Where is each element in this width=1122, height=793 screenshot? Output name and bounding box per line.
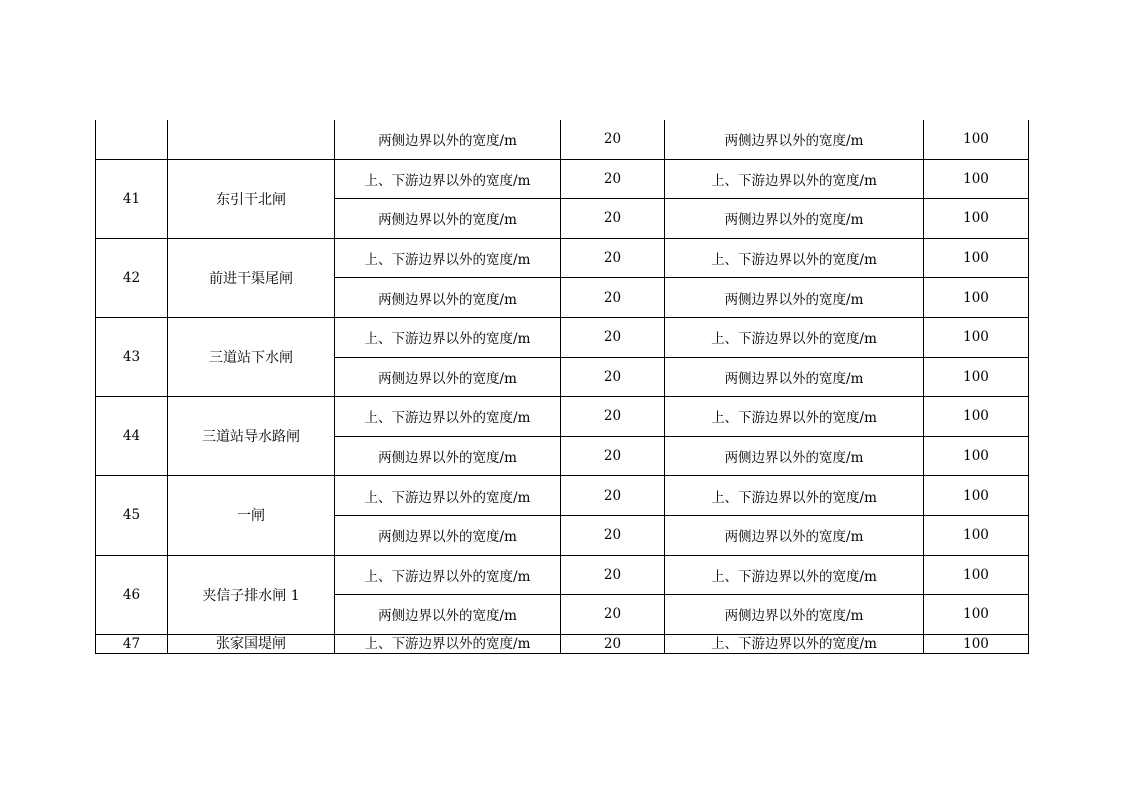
cell-upstream-label: 两侧边界以外的宽度/m [335, 199, 561, 239]
cell-upstream-value: 20 [561, 397, 665, 437]
cell-downstream-value: 100 [924, 555, 1029, 595]
table-row [96, 238, 1029, 278]
cell-sluice-name: 东引干北闸 [168, 159, 335, 238]
cell-upstream-label: 上、下游边界以外的宽度/m [335, 238, 561, 278]
cell-upstream-label: 两侧边界以外的宽度/m [335, 436, 561, 476]
cell-downstream-label: 两侧边界以外的宽度/m [665, 357, 924, 397]
cell-downstream-label: 两侧边界以外的宽度/m [665, 199, 924, 239]
cell-downstream-label: 上、下游边界以外的宽度/m [665, 634, 924, 653]
cell-upstream-value: 20 [561, 555, 665, 595]
table-row-carry-over [96, 120, 1029, 159]
cell-number-empty [96, 120, 168, 159]
cell-downstream-value: 100 [924, 238, 1029, 278]
cell-number: 43 [96, 317, 168, 396]
cell-downstream-value: 100 [924, 436, 1029, 476]
cell-downstream-value: 100 [924, 120, 1029, 159]
cell-upstream-label: 两侧边界以外的宽度/m [335, 357, 561, 397]
cell-downstream-label: 两侧边界以外的宽度/m [665, 515, 924, 555]
cell-number: 42 [96, 238, 168, 317]
cell-downstream-label: 上、下游边界以外的宽度/m [665, 238, 924, 278]
cell-upstream-value: 20 [561, 634, 665, 653]
table-row [96, 397, 1029, 437]
cell-upstream-label: 两侧边界以外的宽度/m [335, 278, 561, 318]
cell-upstream-label: 两侧边界以外的宽度/m [335, 595, 561, 635]
cell-downstream-label: 上、下游边界以外的宽度/m [665, 317, 924, 357]
table-row-last [96, 634, 1029, 653]
cell-upstream-label: 两侧边界以外的宽度/m [335, 515, 561, 555]
cell-upstream-value: 20 [561, 476, 665, 516]
cell-upstream-value: 20 [561, 238, 665, 278]
cell-upstream-label: 上、下游边界以外的宽度/m [335, 159, 561, 199]
cell-downstream-value: 100 [924, 595, 1029, 635]
cell-downstream-value: 100 [924, 278, 1029, 318]
cell-upstream-value: 20 [561, 515, 665, 555]
cell-number: 46 [96, 555, 168, 634]
sluice-protection-table [95, 120, 1029, 654]
cell-name-empty [168, 120, 335, 159]
table-row [96, 476, 1029, 516]
cell-downstream-value: 100 [924, 199, 1029, 239]
cell-upstream-value: 20 [561, 357, 665, 397]
cell-upstream-value: 20 [561, 595, 665, 635]
cell-downstream-value: 100 [924, 634, 1029, 653]
cell-sluice-name: 一闸 [168, 476, 335, 555]
cell-number: 44 [96, 397, 168, 476]
cell-upstream-value: 20 [561, 317, 665, 357]
cell-upstream-value: 20 [561, 436, 665, 476]
cell-upstream-label: 两侧边界以外的宽度/m [335, 120, 561, 159]
cell-downstream-label: 上、下游边界以外的宽度/m [665, 555, 924, 595]
cell-sluice-name: 前进干渠尾闸 [168, 238, 335, 317]
table-row [96, 159, 1029, 199]
cell-downstream-label: 两侧边界以外的宽度/m [665, 595, 924, 635]
cell-upstream-label: 上、下游边界以外的宽度/m [335, 476, 561, 516]
cell-upstream-value: 20 [561, 120, 665, 159]
cell-sluice-name: 夹信子排水闸 1 [168, 555, 335, 634]
cell-sluice-name: 三道站导水路闸 [168, 397, 335, 476]
cell-number: 41 [96, 159, 168, 238]
cell-upstream-value: 20 [561, 278, 665, 318]
table-row [96, 317, 1029, 357]
cell-downstream-value: 100 [924, 476, 1029, 516]
cell-downstream-label: 两侧边界以外的宽度/m [665, 436, 924, 476]
cell-downstream-value: 100 [924, 159, 1029, 199]
cell-downstream-label: 两侧边界以外的宽度/m [665, 120, 924, 159]
cell-downstream-label: 两侧边界以外的宽度/m [665, 278, 924, 318]
cell-sluice-name: 三道站下水闸 [168, 317, 335, 396]
table-row [96, 555, 1029, 595]
cell-downstream-label: 上、下游边界以外的宽度/m [665, 476, 924, 516]
cell-sluice-name: 张家国堤闸 [168, 634, 335, 653]
cell-upstream-value: 20 [561, 199, 665, 239]
cell-upstream-value: 20 [561, 159, 665, 199]
cell-downstream-value: 100 [924, 317, 1029, 357]
cell-downstream-value: 100 [924, 357, 1029, 397]
cell-downstream-value: 100 [924, 515, 1029, 555]
cell-upstream-label: 上、下游边界以外的宽度/m [335, 397, 561, 437]
cell-downstream-value: 100 [924, 397, 1029, 437]
cell-upstream-label: 上、下游边界以外的宽度/m [335, 317, 561, 357]
cell-number: 45 [96, 476, 168, 555]
cell-upstream-label: 上、下游边界以外的宽度/m [335, 555, 561, 595]
cell-upstream-label: 上、下游边界以外的宽度/m [335, 634, 561, 653]
cell-downstream-label: 上、下游边界以外的宽度/m [665, 397, 924, 437]
cell-number: 47 [96, 634, 168, 653]
cell-downstream-label: 上、下游边界以外的宽度/m [665, 159, 924, 199]
